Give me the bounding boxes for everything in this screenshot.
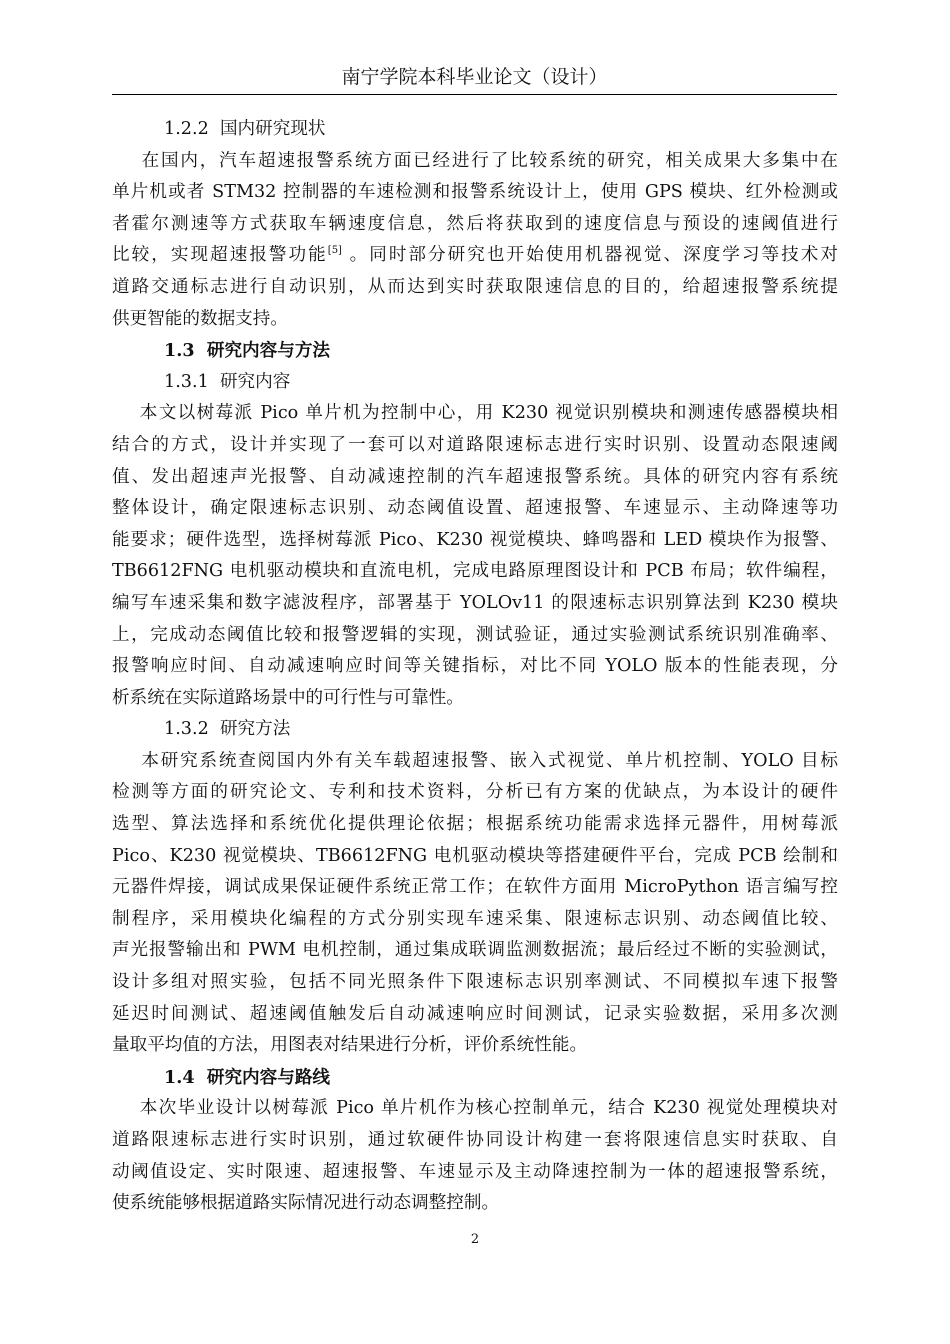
line-text-continued: 。同时部分研究也开始使用机器视觉、深度学习等技术对	[341, 245, 838, 266]
text-line	[112, 1125, 838, 1157]
line-text: 比较，实现超速报警功能	[112, 245, 328, 266]
line-text: 值、发出超速声光报警、自动减速控制的汽车超速报警系统。具体的研究内容有系统	[112, 466, 838, 487]
line-text: 道路限速标志进行实时识别，通过软硬件协同设计构建一套将限速信息实时获取、自	[112, 1130, 838, 1150]
text-line	[112, 1093, 838, 1125]
line-text: 在国内，汽车超速报警系统方面已经进行了比较系统的研究，相关成果大多集中在	[112, 150, 838, 171]
subsection-heading	[112, 114, 838, 146]
text-line	[112, 1157, 838, 1189]
text-line	[112, 935, 838, 967]
line-text: 量取平均值的方法，用图表对结果进行分析，评价系统性能。	[112, 1035, 588, 1056]
subsection-heading	[112, 714, 838, 746]
line-text: 供更智能的数据支持。	[112, 308, 288, 329]
section-heading	[112, 335, 838, 367]
line-text: 1.4 研究内容与路线	[164, 1066, 331, 1088]
line-text: 1.3.2 研究方法	[164, 719, 291, 740]
text-line	[112, 651, 838, 683]
page-header	[112, 64, 837, 95]
line-text: 声光报警输出和 PWM 电机控制，通过集成联调监测数据流；最后经过不断的实验测试，	[112, 940, 838, 961]
line-text: 动阈值设定、实时限速、超速报警、车速显示及主动降速控制为一体的超速报警系统，	[112, 1161, 838, 1182]
text-line	[112, 177, 838, 209]
line-text: 者霍尔测速等方式获取车辆速度信息，然后将获取到的速度信息与预设的速阈值进行	[112, 213, 838, 234]
page-number: 2	[470, 1232, 480, 1247]
text-line	[112, 1030, 838, 1062]
line-text: 道路交通标志进行自动识别，从而达到实时获取限速信息的目的，给超速报警系统提	[112, 276, 838, 297]
text-line	[112, 209, 838, 241]
text-line	[112, 841, 838, 873]
document-body	[112, 114, 838, 1220]
line-text: 析系统在实际道路场景中的可行性与可靠性。	[112, 687, 464, 708]
text-line	[112, 588, 838, 620]
line-text: 延迟时间测试、超速阈值触发后自动减速响应时间测试，记录实验数据，采用多次测	[112, 1003, 838, 1024]
text-line	[112, 904, 838, 936]
line-text: 1.2.2 国内研究现状	[164, 119, 326, 139]
line-text: 本次毕业设计以树莓派 Pico 单片机作为核心控制单元，结合 K230 视觉处理模块对	[112, 1098, 838, 1119]
text-line	[112, 683, 838, 715]
header-title: 南宁学院本科毕业论文（设计）	[341, 66, 608, 88]
text-line	[112, 967, 838, 999]
text-line	[112, 240, 838, 272]
line-text: TB6612FNG 电机驱动模块和直流电机，完成电路原理图设计和 PCB 布局；软件编程，	[112, 561, 838, 582]
line-text: 1.3.1 研究内容	[164, 371, 291, 392]
text-line	[112, 746, 838, 778]
line-text: 元器件焊接，调试成果保证硬件系统正常工作；在软件方面用 MicroPython 语言编写控	[112, 877, 838, 898]
line-text: 单片机或者 STM32 控制器的车速检测和报警系统设计上，使用 GPS 模块、红外检测或	[112, 182, 838, 203]
line-text: 上，完成动态阈值比较和报警逻辑的实现，测试验证，通过实验测试系统识别准确率、	[112, 624, 838, 645]
text-line	[112, 462, 838, 494]
text-line	[112, 999, 838, 1031]
line-text: 本研究系统查阅国内外有关车载超速报警、嵌入式视觉、单片机控制、YOLO 目标	[112, 750, 838, 771]
line-text: 选型、算法选择和系统优化提供理论依据；根据系统功能需求选择元器件，用树莓派	[112, 814, 838, 835]
line-text: 编写车速采集和数字滤波程序，部署基于 YOLOv11 的限速标志识别算法到 K230 模块	[112, 592, 838, 613]
line-text: 能要求；硬件选型，选择树莓派 Pico、K230 视觉模块、蜂鸣器和 LED 模块作为报警、	[112, 529, 838, 550]
text-line	[112, 556, 838, 588]
line-text: 使系统能够根据道路实际情况进行动态调整控制。	[112, 1193, 500, 1214]
text-line	[112, 777, 838, 809]
text-line	[112, 430, 838, 462]
line-text: 结合的方式，设计并实现了一套可以对道路限速标志进行实时识别、设置动态限速阈	[112, 434, 838, 455]
text-line	[112, 272, 838, 304]
text-line	[112, 493, 838, 525]
text-line	[112, 304, 838, 336]
text-line	[112, 1188, 838, 1220]
line-text: 报警响应时间、自动减速响应时间等关键指标，对比不同 YOLO 版本的性能表现，分	[112, 656, 838, 677]
text-line	[112, 620, 838, 652]
text-line	[112, 398, 838, 430]
subsection-heading	[112, 367, 838, 399]
text-line	[112, 872, 838, 904]
line-text: 1.3 研究内容与方法	[164, 340, 331, 362]
line-text: 制程序，采用模块化编程的方式分别实现车速采集、限速标志识别、动态阈值比较、	[112, 908, 838, 929]
line-text: Pico、K230 视觉模块、TB6612FNG 电机驱动模块等搭建硬件平台，完成 PCB 绘制和	[112, 845, 838, 866]
line-text: 检测等方面的研究论文、专利和技术资料，分析已有方案的优缺点，为本设计的硬件	[112, 782, 838, 803]
line-text: 整体设计，确定限速标志识别、动态阈值设置、超速报警、车速显示、主动降速等功	[112, 498, 838, 519]
line-text: 设计多组对照实验，包括不同光照条件下限速标志识别率测试、不同模拟车速下报警	[112, 972, 838, 993]
section-heading	[112, 1062, 838, 1094]
text-line	[112, 809, 838, 841]
citation-mark: [5]	[327, 245, 342, 257]
text-line	[112, 146, 838, 178]
text-line	[112, 525, 838, 557]
line-text: 本文以树莓派 Pico 单片机为控制中心，用 K230 视觉识别模块和测速传感器模块相	[112, 403, 838, 424]
